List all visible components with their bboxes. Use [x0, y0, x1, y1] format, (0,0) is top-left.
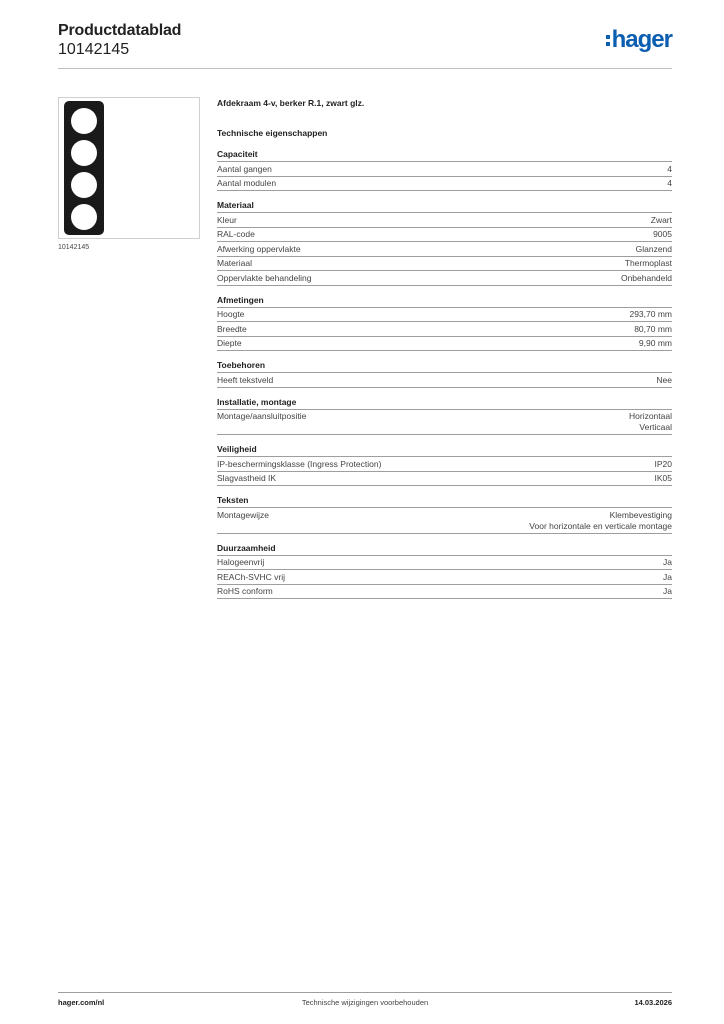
spec-label: Halogeenvrij — [217, 557, 265, 567]
spec-values — [656, 375, 672, 386]
spec-value: Onbehandeld — [620, 272, 672, 283]
spec-row — [217, 585, 672, 600]
spec-values — [639, 338, 672, 349]
spec-values — [634, 324, 672, 335]
section-title: Teksten — [217, 494, 672, 508]
spec-value: IK05 — [654, 473, 672, 483]
spec-value: Ja — [663, 557, 672, 567]
spec-values — [636, 244, 672, 255]
spec-section — [217, 294, 672, 352]
spec-value: IP20 — [654, 458, 672, 469]
spec-values — [653, 229, 672, 240]
spec-value: 4 — [667, 163, 672, 174]
spec-value: 9,90 mm — [638, 338, 672, 348]
product-number: 10142145 — [58, 41, 130, 58]
spec-row — [217, 570, 672, 585]
spec-content — [217, 96, 672, 599]
spec-label: REACh-SVHC vrij — [217, 571, 286, 582]
spec-values — [667, 178, 672, 189]
spec-values — [625, 258, 672, 269]
spec-value: Ja — [663, 586, 672, 596]
spec-row — [217, 213, 672, 228]
spec-row — [217, 337, 672, 352]
spec-label: IP-beschermingsklasse (Ingress Protection) — [217, 458, 382, 469]
frame-opening — [71, 140, 97, 166]
spec-value: Verticaal — [639, 422, 672, 432]
spec-label: Heeft tekstveld — [217, 374, 274, 385]
section-title: Afmetingen — [217, 294, 672, 308]
spec-value: Voor horizontale en verticale montage — [529, 520, 672, 531]
document-title: Productdatablad — [58, 22, 182, 39]
spec-label: Afwerking oppervlakte — [217, 243, 301, 254]
spec-label: RAL-code — [217, 229, 255, 239]
spec-section — [217, 494, 672, 534]
section-title: Materiaal — [217, 199, 672, 213]
spec-sections — [217, 148, 672, 599]
spec-label: RoHS conform — [217, 586, 273, 596]
section-title: Installatie, montage — [217, 396, 672, 410]
spec-row — [217, 162, 672, 177]
frame-opening — [71, 108, 97, 134]
spec-values — [655, 473, 673, 484]
spec-value: Horizontaal — [629, 411, 672, 421]
spec-value: 4 — [667, 178, 672, 188]
spec-values — [629, 411, 672, 433]
spec-label: Montage/aansluitpositie — [217, 411, 307, 421]
spec-row — [217, 242, 672, 257]
spec-row — [217, 410, 672, 436]
frame-opening — [71, 204, 97, 230]
spec-value: Zwart — [650, 214, 672, 225]
spec-value: Glanzend — [635, 243, 672, 254]
spec-label: Hoogte — [217, 309, 245, 319]
spec-value: 80,70 mm — [634, 323, 672, 334]
frame-opening — [71, 172, 97, 198]
spec-value: Thermoplast — [624, 258, 672, 268]
footer-divider — [58, 992, 672, 993]
spec-value: Ja — [663, 571, 672, 582]
spec-label: Materiaal — [217, 258, 252, 268]
spec-values — [655, 459, 673, 470]
header-divider — [58, 68, 672, 69]
image-caption: 10142145 — [58, 244, 90, 251]
spec-row — [217, 508, 672, 534]
spec-values — [621, 273, 672, 284]
spec-row — [217, 228, 672, 243]
spec-row — [217, 457, 672, 472]
spec-row — [217, 472, 672, 487]
spec-value: Klembevestiging — [609, 509, 672, 520]
spec-value: 9005 — [653, 229, 672, 239]
spec-row — [217, 177, 672, 192]
spec-values — [529, 510, 672, 532]
spec-label: Montagewijze — [217, 509, 269, 520]
spec-row — [217, 373, 672, 388]
logo-dots-icon — [606, 35, 610, 46]
spec-values — [667, 164, 672, 175]
spec-section — [217, 542, 672, 600]
footer-website: hager.com/nl — [58, 998, 105, 1007]
spec-row — [217, 308, 672, 323]
spec-section — [217, 396, 672, 436]
spec-value: 293,70 mm — [629, 309, 672, 319]
spec-values — [663, 586, 672, 597]
hager-logo — [606, 28, 672, 52]
spec-row — [217, 556, 672, 571]
spec-values — [663, 557, 672, 568]
spec-value: Nee — [656, 374, 672, 385]
product-image — [58, 97, 200, 239]
product-description: Afdekraam 4-v, berker R.1, zwart glz. — [217, 98, 365, 108]
spec-values — [663, 572, 672, 583]
spec-label: Diepte — [217, 338, 242, 348]
specs-heading: Technische eigenschappen — [217, 128, 328, 138]
spec-section — [217, 148, 672, 191]
spec-section — [217, 199, 672, 286]
cover-frame-icon — [64, 101, 104, 235]
footer-disclaimer: Technische wijzigingen voorbehouden — [301, 998, 429, 1007]
section-title: Veiligheid — [217, 443, 672, 457]
section-title: Duurzaamheid — [217, 542, 672, 556]
spec-section — [217, 443, 672, 486]
spec-label: Kleur — [217, 214, 237, 225]
page-header — [58, 20, 672, 68]
section-title: Capaciteit — [217, 148, 672, 162]
spec-values — [651, 215, 672, 226]
spec-row — [217, 257, 672, 272]
spec-label: Oppervlakte behandeling — [217, 272, 312, 283]
section-title: Toebehoren — [217, 359, 672, 373]
spec-values — [629, 309, 672, 320]
spec-row — [217, 322, 672, 337]
logo-text: hager — [611, 26, 672, 53]
spec-row — [217, 271, 672, 286]
spec-label: Aantal gangen — [217, 163, 272, 174]
spec-label: Slagvastheid IK — [217, 473, 277, 483]
spec-section — [217, 359, 672, 388]
spec-label: Aantal modulen — [217, 178, 277, 188]
spec-label: Breedte — [217, 323, 247, 334]
footer-date: 14.03.2026 — [634, 998, 672, 1007]
